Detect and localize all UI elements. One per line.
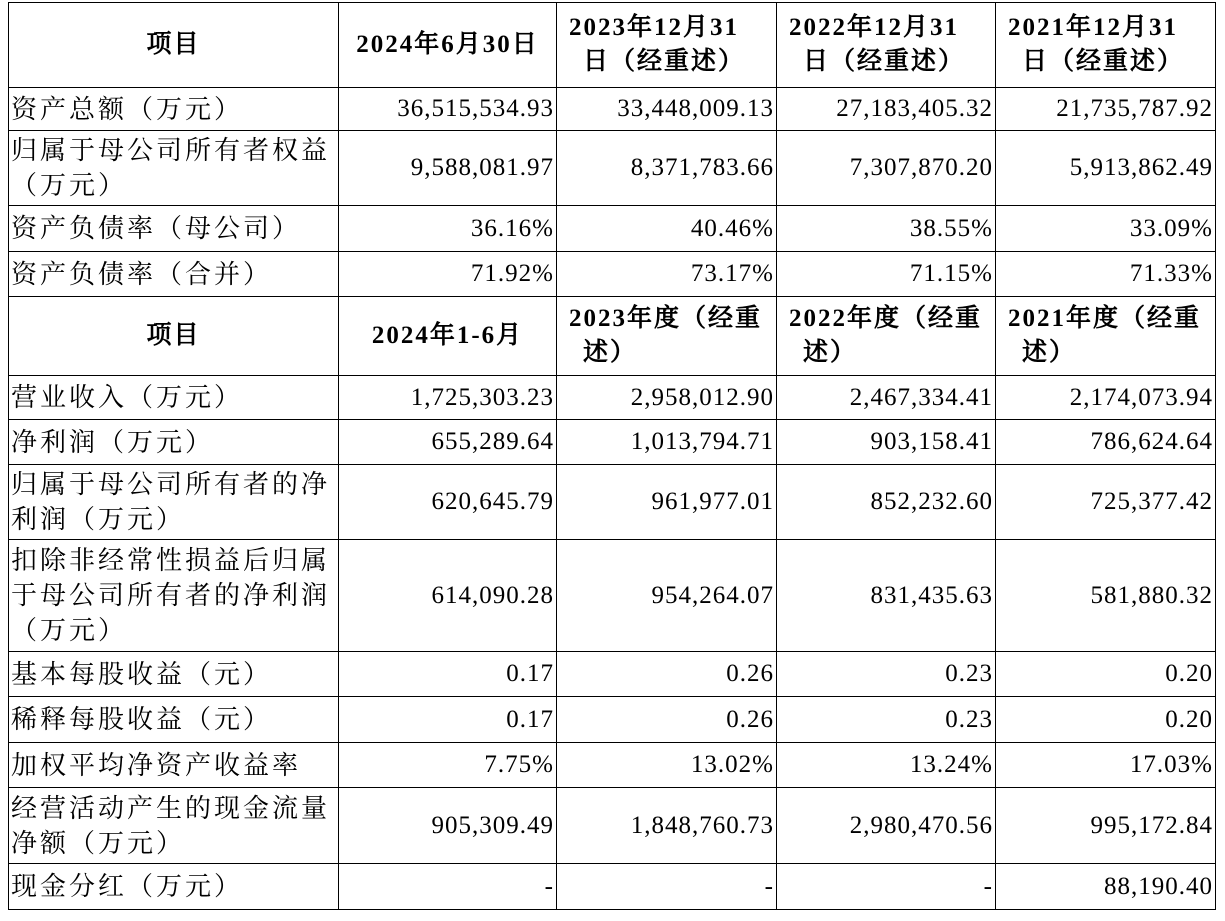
row-label: 资产负债率（合并） [9, 252, 339, 297]
column-header-period: 2024年6月30日 [339, 3, 557, 88]
column-header-period: 2021年度（经重 述） [996, 297, 1216, 376]
value-cell: 7,307,870.20 [777, 131, 996, 206]
value-cell: 36.16% [339, 206, 557, 252]
value-cell: 620,645.79 [339, 465, 557, 540]
column-header-period: 2022年度（经重 述） [777, 297, 996, 376]
value-cell: 786,624.64 [996, 420, 1216, 465]
row-label: 现金分红（万元） [9, 864, 339, 910]
value-cell: 38.55% [777, 206, 996, 252]
column-header-item: 项目 [9, 297, 339, 376]
value-cell: 0.20 [996, 697, 1216, 743]
row-label: 加权平均净资产收益率 [9, 743, 339, 788]
row-label: 资产总额（万元） [9, 88, 339, 131]
value-cell: 40.46% [557, 206, 777, 252]
value-cell: 905,309.49 [339, 788, 557, 864]
value-cell: 0.20 [996, 652, 1216, 697]
value-cell: 725,377.42 [996, 465, 1216, 540]
column-header-period: 2024年1-6月 [339, 297, 557, 376]
value-cell: - [557, 864, 777, 910]
value-cell: 17.03% [996, 743, 1216, 788]
value-cell: 88,190.40 [996, 864, 1216, 910]
value-cell: 33.09% [996, 206, 1216, 252]
financial-summary-table [8, 2, 1216, 910]
column-header-item: 项目 [9, 3, 339, 88]
value-cell: 961,977.01 [557, 465, 777, 540]
value-cell: 2,467,334.41 [777, 376, 996, 420]
value-cell: 71.92% [339, 252, 557, 297]
row-label: 资产负债率（母公司） [9, 206, 339, 252]
value-cell: 0.26 [557, 697, 777, 743]
value-cell: 5,913,862.49 [996, 131, 1216, 206]
column-header-period: 2023年12月31 日（经重述） [557, 3, 777, 88]
value-cell: 27,183,405.32 [777, 88, 996, 131]
value-cell: 7.75% [339, 743, 557, 788]
value-cell: 0.17 [339, 697, 557, 743]
value-cell: 73.17% [557, 252, 777, 297]
value-cell: 21,735,787.92 [996, 88, 1216, 131]
value-cell: - [339, 864, 557, 910]
row-label: 稀释每股收益（元） [9, 697, 339, 743]
value-cell: 36,515,534.93 [339, 88, 557, 131]
value-cell: 71.33% [996, 252, 1216, 297]
row-label: 扣除非经常性损益后归属 于母公司所有者的净利润 （万元） [9, 540, 339, 652]
value-cell: 614,090.28 [339, 540, 557, 652]
value-cell: 1,848,760.73 [557, 788, 777, 864]
column-header-period: 2023年度（经重 述） [557, 297, 777, 376]
value-cell: 71.15% [777, 252, 996, 297]
value-cell: 831,435.63 [777, 540, 996, 652]
value-cell: 995,172.84 [996, 788, 1216, 864]
value-cell: 13.24% [777, 743, 996, 788]
value-cell: 0.17 [339, 652, 557, 697]
value-cell: 2,174,073.94 [996, 376, 1216, 420]
value-cell: 8,371,783.66 [557, 131, 777, 206]
column-header-period: 2021年12月31 日（经重述） [996, 3, 1216, 88]
value-cell: 0.26 [557, 652, 777, 697]
value-cell: 655,289.64 [339, 420, 557, 465]
value-cell: 0.23 [777, 652, 996, 697]
value-cell: 9,588,081.97 [339, 131, 557, 206]
value-cell: - [777, 864, 996, 910]
value-cell: 13.02% [557, 743, 777, 788]
row-label: 基本每股收益（元） [9, 652, 339, 697]
value-cell: 1,013,794.71 [557, 420, 777, 465]
row-label: 归属于母公司所有者权益 （万元） [9, 131, 339, 206]
row-label: 营业收入（万元） [9, 376, 339, 420]
value-cell: 1,725,303.23 [339, 376, 557, 420]
row-label: 经营活动产生的现金流量 净额（万元） [9, 788, 339, 864]
value-cell: 581,880.32 [996, 540, 1216, 652]
value-cell: 2,958,012.90 [557, 376, 777, 420]
value-cell: 0.23 [777, 697, 996, 743]
row-label: 归属于母公司所有者的净 利润（万元） [9, 465, 339, 540]
value-cell: 954,264.07 [557, 540, 777, 652]
row-label: 净利润（万元） [9, 420, 339, 465]
column-header-period: 2022年12月31 日（经重述） [777, 3, 996, 88]
value-cell: 2,980,470.56 [777, 788, 996, 864]
value-cell: 33,448,009.13 [557, 88, 777, 131]
value-cell: 903,158.41 [777, 420, 996, 465]
value-cell: 852,232.60 [777, 465, 996, 540]
